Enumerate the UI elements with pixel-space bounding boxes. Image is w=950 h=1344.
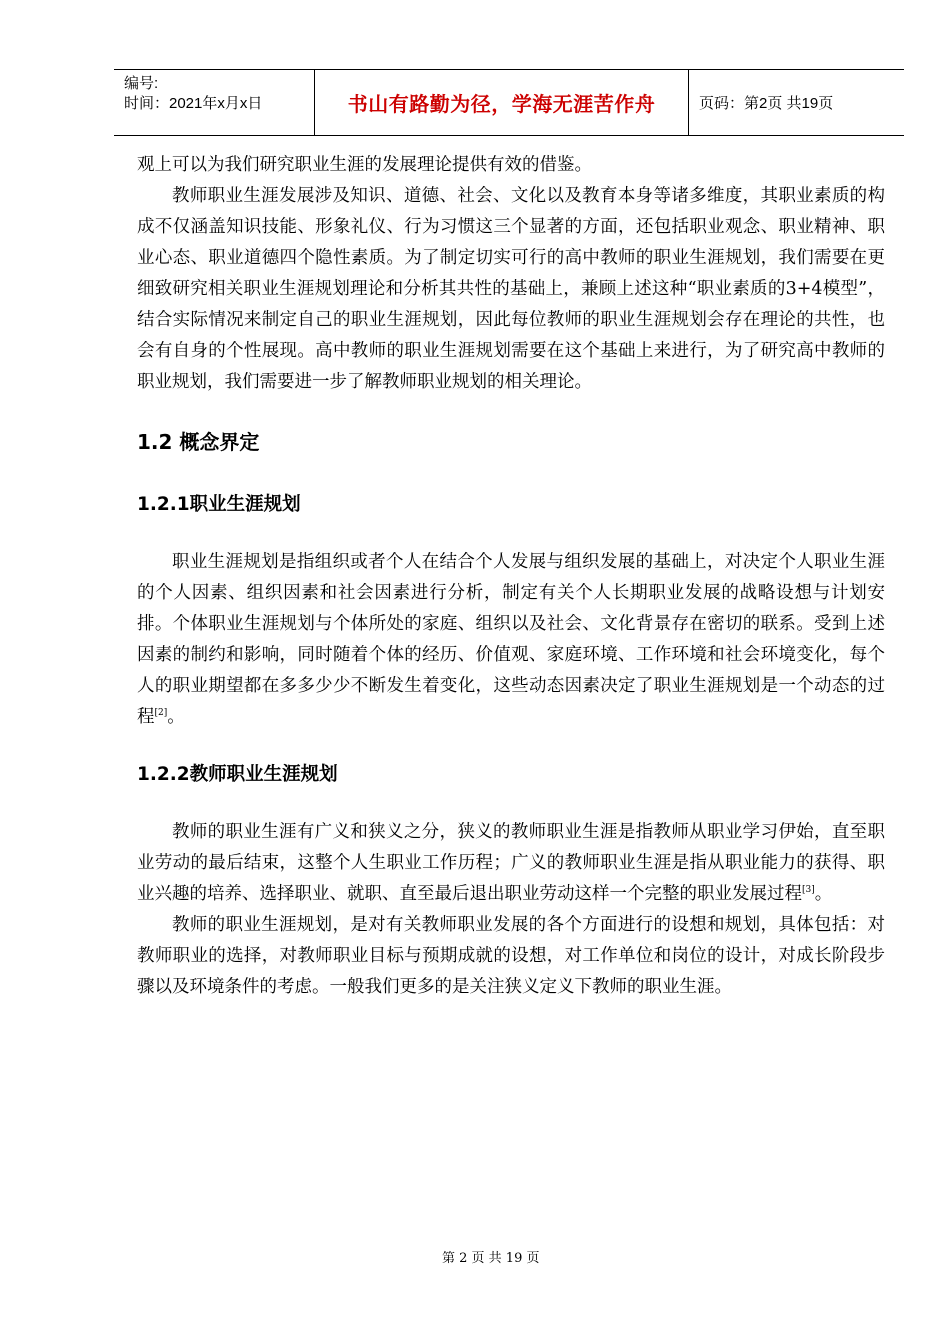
section-heading-1-2-2: 1.2.2教师职业生涯规划 <box>137 764 338 785</box>
document-body <box>137 150 885 1003</box>
time-label: 时间：2021年x月x日 <box>124 95 263 112</box>
page-footer: 第 2 页 共 19 页 <box>442 1251 540 1266</box>
paragraph-career-planning <box>137 547 885 733</box>
paragraph-intro: 观上可以为我们研究职业生涯的发展理论提供有效的借鉴。 <box>137 155 592 175</box>
paragraph-career-planning-text: 职业生涯规划是指组织或者个人在结合个人发展与组织发展的基础上，对决定个人职业生涯的个人因素、组织因素和社会因素进行分析，制定有关个人长期职业发展的战略设想与计划安排。个体职业生涯规划与个体所处的家庭、组织以及社会、文化背景存在密切的联系。受到上述因素的制约和影响，同时随着个体的经历、价值观、家庭环境、工作环境和社会环境变化，每个人的职业期望都在多多少少不断发生着变化，这些动态因素决定了职业生涯规划是一个动态的过程 <box>137 552 885 727</box>
page-header <box>114 69 904 136</box>
section-heading-1-2: 1.2 概念界定 <box>137 430 260 454</box>
paragraph-dimensions: 教师职业生涯发展涉及知识、道德、社会、文化以及教育本身等诸多维度，其职业素质的构成不仅涵盖知识技能、形象礼仪、行为习惯这三个显著的方面，还包括职业观念、职业精神、职业心态、职业道德四个隐性素质。为了制定切实可行的高中教师的职业生涯规划，我们需要在更细致研究相关职业生涯规划理论和分析其共性的基础上，兼顾上述这种“职业素质的3+4模型”，结合实际情况来制定自己的职业生涯规划，因此每位教师的职业生涯规划会存在理论的共性，也会有自身的个性展现。高中教师的职业生涯规划需要在这个基础上来进行，为了研究高中教师的职业规划，我们需要进一步了解教师职业规划的相关理论。 <box>137 186 885 392</box>
paragraph-teacher-career-text: 教师的职业生涯有广义和狭义之分，狭义的教师职业生涯是指教师从职业学习伊始，直至职业劳动的最后结束，这整个人生职业工作历程；广义的教师职业生涯是指从职业能力的获得、职业兴趣的培养、选择职业、就职、直至最后退出职业劳动这样一个完整的职业发展过程 <box>137 822 885 904</box>
paragraph-career-planning-end: 。 <box>167 707 185 727</box>
section-heading-1-2-1: 1.2.1职业生涯规划 <box>137 494 301 515</box>
header-motto: 书山有路勤为径，学海无涯苦作舟 <box>315 70 689 135</box>
header-page-info: 页码：第2页 共19页 <box>699 95 834 112</box>
code-label: 编号: <box>124 75 159 92</box>
citation-2[interactable]: [2] <box>154 708 168 719</box>
citation-3[interactable]: [3] <box>802 885 815 896</box>
paragraph-teacher-career-end: 。 <box>814 884 833 904</box>
paragraph-teacher-career <box>137 817 885 910</box>
header-meta <box>114 70 315 135</box>
paragraph-teacher-planning: 教师的职业生涯规划，是对有关教师职业发展的各个方面进行的设想和规划，具体包括：对教师职业的选择，对教师职业目标与预期成就的设想，对工作单位和岗位的设计，对成长阶段步骤以及环境条件的考虑。一般我们更多的是关注狭义定义下教师的职业生涯。 <box>137 915 885 997</box>
